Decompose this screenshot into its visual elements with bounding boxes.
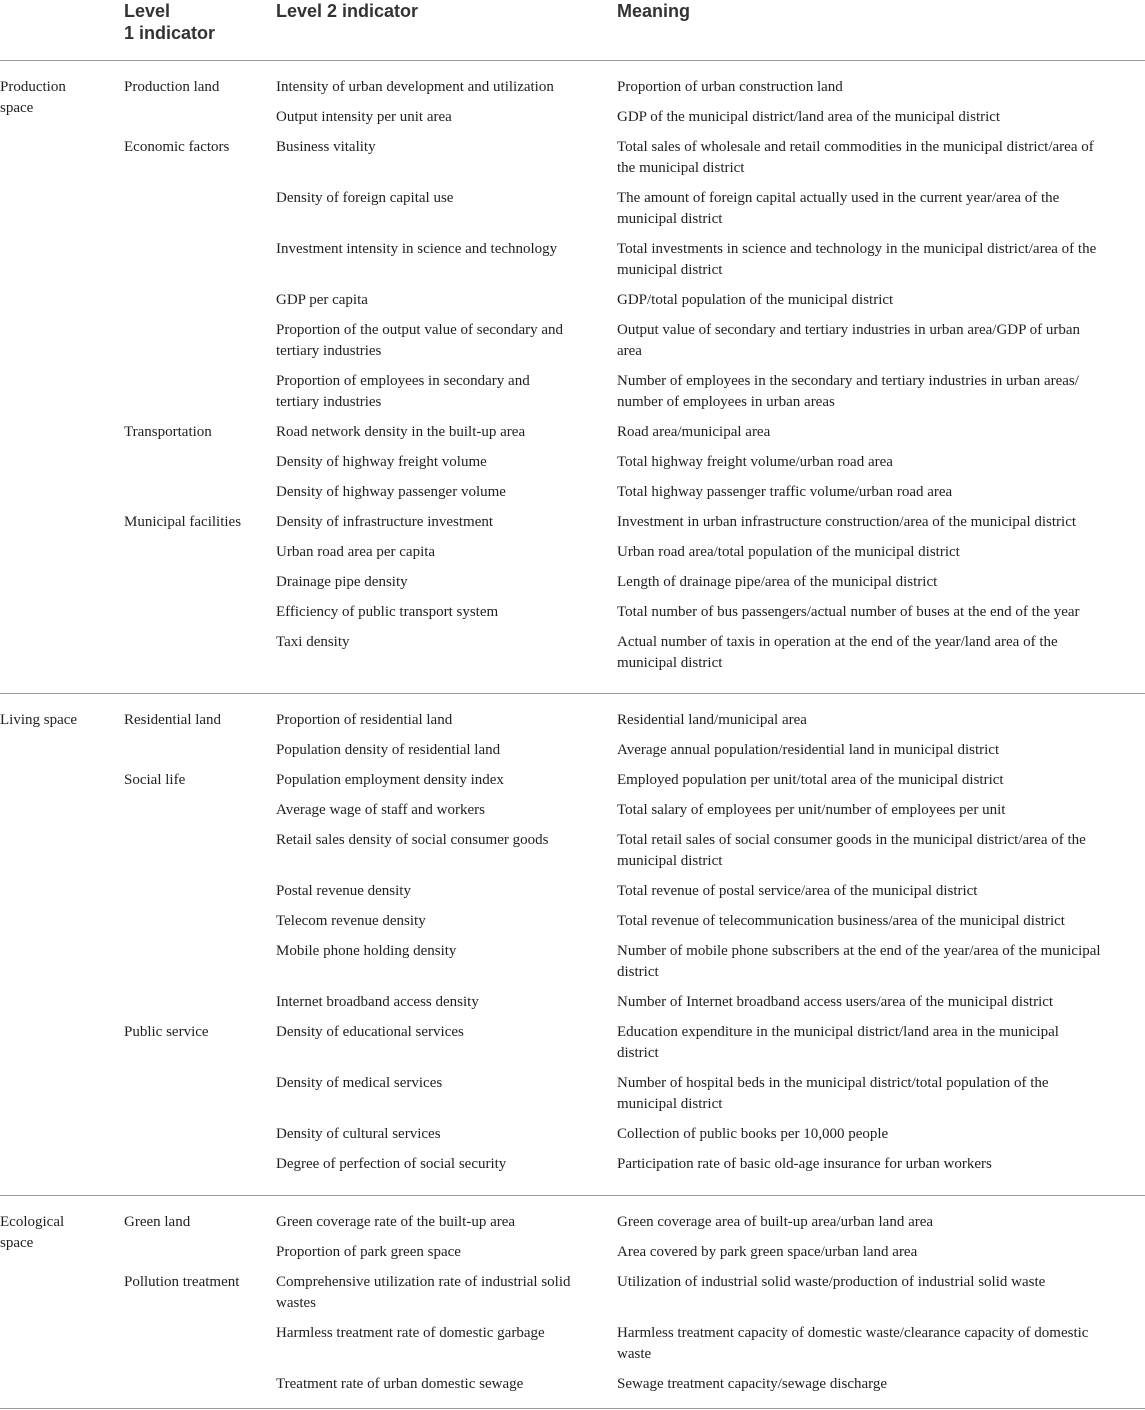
level2-indicator-line: GDP per capita (276, 292, 368, 308)
level2-indicator-line: Density of highway freight volume (276, 454, 487, 470)
level2-indicator-line: Urban road area per capita (276, 544, 436, 560)
meaning-line: area (617, 343, 642, 359)
level2-indicator-line: Taxi density (276, 634, 350, 650)
level2-indicator-cell (276, 1022, 606, 1043)
level2-indicator-cell (276, 710, 606, 731)
meaning-line: waste (617, 1346, 652, 1362)
level2-indicator-cell (276, 188, 606, 209)
meaning-cell (617, 992, 1145, 1013)
meaning-cell (617, 542, 1145, 563)
level2-indicator-line: Population employment density index (276, 772, 504, 788)
meaning-cell (617, 911, 1145, 932)
level2-indicator-line: Drainage pipe density (276, 574, 408, 590)
level1-space-cell (0, 77, 110, 119)
meaning-line: Collection of public books per 10,000 people (617, 1126, 889, 1142)
space-name-line: Production (0, 79, 66, 95)
level2-indicator-cell (276, 482, 606, 503)
meaning-line: district (617, 1045, 659, 1061)
meaning-line: Road area/municipal area (617, 424, 771, 440)
meaning-line: Length of drainage pipe/area of the municipal district (617, 574, 938, 590)
meaning-line: Sewage treatment capacity/sewage discharge (617, 1376, 888, 1392)
level1-indicator-cell: Residential land (124, 712, 222, 728)
level2-indicator-cell (276, 941, 606, 962)
meaning-cell (617, 482, 1145, 503)
meaning-line: Total salary of employees per unit/number of employees per unit (617, 802, 1006, 818)
level1-indicator-cell: Production land (124, 79, 220, 95)
header-level1-line2: 1 indicator (124, 23, 216, 43)
level2-indicator-line: Internet broadband access density (276, 994, 479, 1010)
meaning-cell (617, 1374, 1145, 1395)
level2-indicator-cell (276, 881, 606, 902)
meaning-line: Actual number of taxis in operation at the end of the year/land area of the (617, 634, 1058, 650)
meaning-cell (617, 740, 1145, 761)
space-name-line: Ecological (0, 1214, 65, 1230)
level2-indicator-line: Mobile phone holding density (276, 943, 457, 959)
level2-indicator-line: Comprehensive utilization rate of industrial solid (276, 1274, 571, 1290)
meaning-cell (617, 830, 1145, 872)
meaning-cell (617, 1323, 1145, 1365)
meaning-cell (617, 77, 1145, 98)
separator-line (0, 1195, 1145, 1196)
level2-indicator-line: Degree of perfection of social security (276, 1156, 507, 1172)
meaning-cell (617, 188, 1145, 230)
meaning-line: Employed population per unit/total area of the municipal district (617, 772, 1004, 788)
meaning-line: number of employees in urban areas (617, 394, 835, 410)
space-name-line: space (0, 100, 34, 116)
meaning-line: the municipal district (617, 160, 745, 176)
meaning-cell (617, 290, 1145, 311)
level2-indicator-cell (276, 422, 606, 443)
level2-indicator-line: Proportion of the output value of secondary and (276, 322, 564, 338)
level2-indicator-cell (276, 290, 606, 311)
header-meaning: Meaning (617, 1, 691, 21)
meaning-line: Total sales of wholesale and retail commodities in the municipal district/area of (617, 139, 1094, 155)
meaning-cell (617, 371, 1145, 413)
header-level2: Level 2 indicator (276, 1, 419, 21)
level2-indicator-cell (276, 800, 606, 821)
level2-indicator-line: Density of highway passenger volume (276, 484, 506, 500)
level1-indicator-cell: Green land (124, 1214, 191, 1230)
level2-indicator-cell (276, 992, 606, 1013)
meaning-line: Average annual population/residential land in municipal district (617, 742, 1000, 758)
level2-indicator-line: Efficiency of public transport system (276, 604, 499, 620)
level1-space-cell (0, 710, 110, 731)
level2-indicator-line: Business vitality (276, 139, 376, 155)
level2-indicator-line: Density of educational services (276, 1024, 464, 1040)
meaning-cell (617, 572, 1145, 593)
meaning-cell (617, 1073, 1145, 1115)
level2-indicator-cell (276, 1374, 606, 1395)
level2-indicator-cell (276, 830, 606, 851)
space-name-line: Living space (0, 712, 78, 728)
meaning-line: The amount of foreign capital actually used in the current year/area of the (617, 190, 1060, 206)
meaning-cell (617, 422, 1145, 443)
level2-indicator-cell (276, 740, 606, 761)
level1-indicator-cell: Social life (124, 772, 186, 788)
meaning-line: Number of mobile phone subscribers at the end of the year/area of the municipal (617, 943, 1101, 959)
meaning-line: district (617, 964, 659, 980)
level2-indicator-cell (276, 911, 606, 932)
meaning-cell (617, 800, 1145, 821)
meaning-line: Green coverage area of built-up area/urban land area (617, 1214, 934, 1230)
meaning-cell (617, 1272, 1145, 1293)
level2-indicator-line: Telecom revenue density (276, 913, 426, 929)
level1-space-cell (0, 1212, 110, 1254)
meaning-line: municipal district (617, 211, 723, 227)
meaning-cell (617, 1022, 1145, 1064)
level2-indicator-line: wastes (276, 1295, 316, 1311)
meaning-cell (617, 1212, 1145, 1233)
level2-indicator-cell (276, 137, 606, 158)
level2-indicator-line: Density of foreign capital use (276, 190, 454, 206)
level2-indicator-line: tertiary industries (276, 394, 382, 410)
separator-line (0, 1408, 1145, 1409)
meaning-cell (617, 452, 1145, 473)
meaning-cell (617, 770, 1145, 791)
level2-indicator-cell (276, 239, 606, 260)
level2-indicator-cell (276, 632, 606, 653)
level2-indicator-line: Investment intensity in science and technology (276, 241, 558, 257)
meaning-cell (617, 881, 1145, 902)
separator-line (0, 60, 1145, 61)
level2-indicator-cell (276, 1242, 606, 1263)
meaning-line: Education expenditure in the municipal district/land area in the municipal (617, 1024, 1059, 1040)
level2-indicator-cell (276, 602, 606, 623)
meaning-line: Area covered by park green space/urban land area (617, 1244, 918, 1260)
level1-indicator-cell: Economic factors (124, 139, 230, 155)
meaning-line: Harmless treatment capacity of domestic waste/clearance capacity of domestic (617, 1325, 1089, 1341)
meaning-cell (617, 512, 1145, 533)
meaning-cell (617, 107, 1145, 128)
meaning-line: Output value of secondary and tertiary industries in urban area/GDP of urban (617, 322, 1081, 338)
level2-indicator-line: Proportion of park green space (276, 1244, 461, 1260)
level2-indicator-cell (276, 320, 606, 362)
level2-indicator-line: Density of medical services (276, 1075, 443, 1091)
meaning-line: Number of hospital beds in the municipal district/total population of the (617, 1075, 1049, 1091)
meaning-cell (617, 941, 1145, 983)
meaning-line: GDP of the municipal district/land area of the municipal district (617, 109, 1001, 125)
meaning-line: Total retail sales of social consumer goods in the municipal district/area of the (617, 832, 1086, 848)
meaning-line: Residential land/municipal area (617, 712, 807, 728)
meaning-line: Participation rate of basic old-age insurance for urban workers (617, 1156, 992, 1172)
level2-indicator-line: tertiary industries (276, 343, 382, 359)
level2-indicator-cell (276, 1073, 606, 1094)
meaning-line: Total highway freight volume/urban road area (617, 454, 893, 470)
space-name-line: space (0, 1235, 34, 1251)
level1-indicator-cell: Pollution treatment (124, 1274, 240, 1290)
level2-indicator-line: Output intensity per unit area (276, 109, 452, 125)
level2-indicator-cell (276, 512, 606, 533)
meaning-line: municipal district (617, 853, 723, 869)
level2-indicator-line: Density of cultural services (276, 1126, 441, 1142)
level2-indicator-cell (276, 542, 606, 563)
level2-indicator-line: Density of infrastructure investment (276, 514, 494, 530)
level2-indicator-line: Population density of residential land (276, 742, 501, 758)
meaning-line: Utilization of industrial solid waste/production of industrial solid waste (617, 1274, 1046, 1290)
level2-indicator-line: Average wage of staff and workers (276, 802, 485, 818)
meaning-line: Proportion of urban construction land (617, 79, 843, 95)
separator-line (0, 693, 1145, 694)
meaning-line: municipal district (617, 262, 723, 278)
meaning-line: Number of Internet broadband access users/area of the municipal district (617, 994, 1054, 1010)
meaning-cell (617, 239, 1145, 281)
meaning-line: Number of employees in the secondary and tertiary industries in urban areas/ (617, 373, 1079, 389)
meaning-cell (617, 710, 1145, 731)
level2-indicator-cell (276, 1154, 606, 1175)
level2-indicator-line: Green coverage rate of the built-up area (276, 1214, 516, 1230)
level2-indicator-line: Road network density in the built-up area (276, 424, 526, 440)
meaning-line: Total investments in science and technology in the municipal district/area of the (617, 241, 1097, 257)
level2-indicator-cell (276, 371, 606, 413)
level1-indicator-cell: Public service (124, 1024, 209, 1040)
table-header (0, 0, 1145, 60)
level2-indicator-line: Proportion of employees in secondary and (276, 373, 530, 389)
meaning-line: Total highway passenger traffic volume/urban road area (617, 484, 953, 500)
meaning-cell (617, 137, 1145, 179)
meaning-cell (617, 1124, 1145, 1145)
level1-indicator-cell: Municipal facilities (124, 514, 242, 530)
level2-indicator-line: Postal revenue density (276, 883, 411, 899)
meaning-line: Total revenue of telecommunication business/area of the municipal district (617, 913, 1065, 929)
level2-indicator-line: Intensity of urban development and utilization (276, 79, 554, 95)
meaning-line: municipal district (617, 655, 723, 671)
level2-indicator-cell (276, 572, 606, 593)
level2-indicator-cell (276, 107, 606, 128)
level2-indicator-cell (276, 1323, 606, 1344)
level2-indicator-line: Harmless treatment rate of domestic garbage (276, 1325, 545, 1341)
level2-indicator-line: Retail sales density of social consumer goods (276, 832, 549, 848)
level2-indicator-cell (276, 77, 606, 98)
meaning-line: Total number of bus passengers/actual number of buses at the end of the year (617, 604, 1080, 620)
meaning-cell (617, 1154, 1145, 1175)
meaning-line: Total revenue of postal service/area of the municipal district (617, 883, 978, 899)
level2-indicator-cell (276, 1272, 606, 1314)
header-level1 (124, 0, 215, 44)
meaning-line: Investment in urban infrastructure construction/area of the municipal district (617, 514, 1077, 530)
header-level1-line1: Level (124, 1, 171, 21)
level2-indicator-line: Proportion of residential land (276, 712, 453, 728)
level1-indicator-cell: Transportation (124, 424, 212, 440)
meaning-line: GDP/total population of the municipal district (617, 292, 894, 308)
level2-indicator-line: Treatment rate of urban domestic sewage (276, 1376, 524, 1392)
meaning-cell (617, 602, 1145, 623)
meaning-cell (617, 320, 1145, 362)
meaning-cell (617, 1242, 1145, 1263)
level2-indicator-cell (276, 1212, 606, 1233)
meaning-line: municipal district (617, 1096, 723, 1112)
level2-indicator-cell (276, 452, 606, 473)
level2-indicator-cell (276, 1124, 606, 1145)
meaning-cell (617, 632, 1145, 674)
level2-indicator-cell (276, 770, 606, 791)
meaning-line: Urban road area/total population of the municipal district (617, 544, 960, 560)
